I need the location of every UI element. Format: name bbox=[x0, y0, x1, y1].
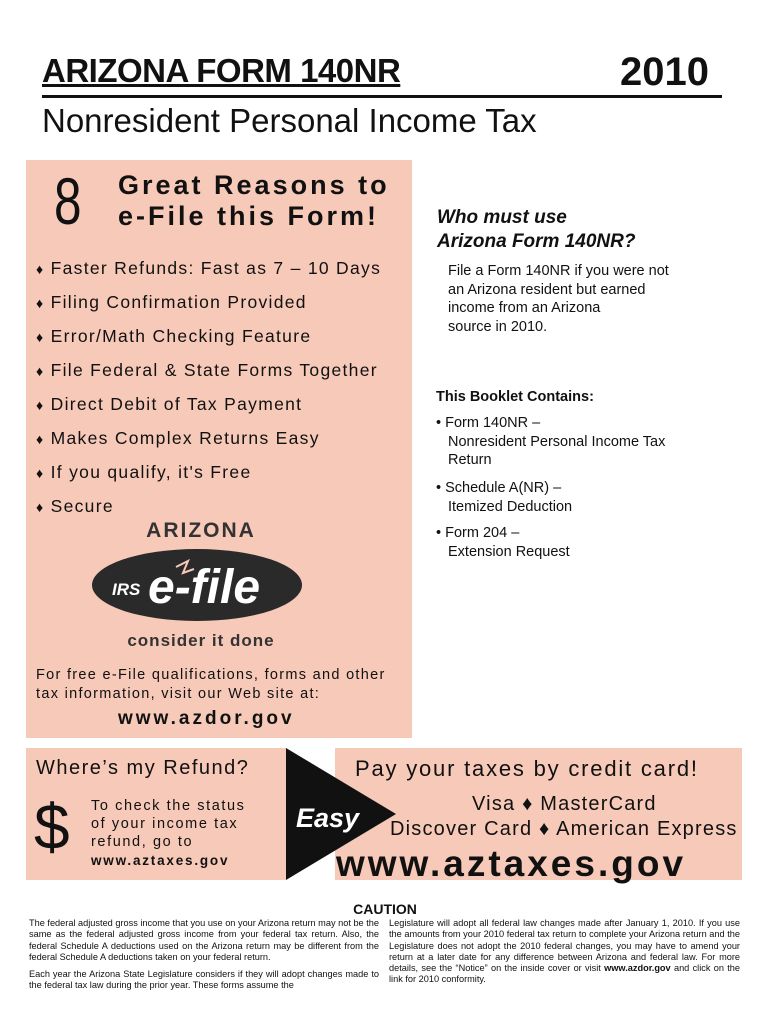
bullet-icon: • bbox=[436, 415, 442, 431]
booklet-item-desc: Itemized Deduction bbox=[448, 498, 573, 515]
who-heading-line1: Who must use bbox=[437, 207, 567, 228]
reasons-heading-line1: Great Reasons to bbox=[118, 170, 390, 200]
reason-label: Faster Refunds: Fast as 7 – 10 Days bbox=[50, 258, 382, 278]
diamond-icon: ♦ bbox=[36, 295, 45, 311]
reasons-heading bbox=[118, 170, 390, 232]
booklet-item-title: Form 204 – bbox=[445, 525, 520, 541]
dollar-icon: $ bbox=[34, 791, 70, 863]
caution-text: Legislature will adopt all federal law changes made after January 1, 2010. If you use the amounts from your 2010 federal tax return to complete your Arizona return and the Legislature does not adopt the 2010 federal changes, you may have to amend your return at a later date for any difference between Arizona and federal law. For more details, see the “Notice” on the inside cover or visit bbox=[389, 918, 740, 974]
reasons-count: 8 bbox=[54, 164, 82, 238]
header-rule bbox=[42, 95, 722, 98]
booklet-item-desc: Extension Request bbox=[448, 543, 570, 560]
caution-text: and click on the link for 2010 conformity. bbox=[389, 963, 740, 985]
easy-label: Easy bbox=[296, 803, 360, 833]
bullet-icon: • bbox=[436, 480, 442, 496]
who-must-file-heading bbox=[437, 206, 635, 254]
caution-website-link[interactable]: www.azdor.gov bbox=[604, 963, 671, 974]
efile-info-line1: For free e-File qualifications, forms and other bbox=[36, 667, 386, 683]
who-must-file-text bbox=[448, 262, 708, 336]
caution-paragraph: Each year the Arizona State Legislature considers if they will adopt changes made to the federal tax law during the prior year. These forms assume the bbox=[29, 969, 379, 991]
booklet-contents-heading: This Booklet Contains: bbox=[436, 389, 594, 405]
form-subtitle: Nonresident Personal Income Tax bbox=[42, 102, 537, 139]
caution-paragraph: The federal adjusted gross income that you use on your Arizona return may not be the same as the federal adjusted gross income from your federal tax return. Also, the federal Schedule A deductions used on the Arizona return may be different from the federal Schedule A deductions taken on your federal return. bbox=[29, 918, 379, 962]
caution-left-column bbox=[29, 918, 379, 998]
logo-irs-text: IRS bbox=[112, 580, 141, 599]
refund-text-line: To check the status bbox=[91, 798, 246, 814]
booklet-item bbox=[436, 479, 572, 516]
booklet-item-desc: Return bbox=[448, 452, 492, 468]
reason-label: If you qualify, it's Free bbox=[50, 462, 252, 482]
diamond-icon: ♦ bbox=[36, 329, 45, 345]
efile-info-text bbox=[36, 666, 386, 704]
caution-right-column bbox=[389, 918, 740, 992]
reason-label: Makes Complex Returns Easy bbox=[50, 428, 320, 448]
logo-efile-text: e-file bbox=[148, 561, 261, 614]
reason-label: File Federal & State Forms Together bbox=[50, 360, 378, 380]
logo-arizona-text: ARIZONA bbox=[146, 519, 256, 542]
caution-paragraph bbox=[389, 918, 740, 986]
efile-info-line2: tax information, visit our Web site at: bbox=[36, 686, 321, 702]
diamond-icon: ♦ bbox=[36, 465, 45, 481]
who-text-line: an Arizona resident but earned bbox=[448, 281, 646, 298]
efile-reasons-panel bbox=[26, 160, 412, 738]
form-title: ARIZONA FORM 140NR bbox=[42, 52, 401, 89]
azdor-website-link[interactable]: www.azdor.gov bbox=[118, 708, 295, 729]
reason-item bbox=[36, 258, 381, 279]
reasons-heading-line2: e-File this Form! bbox=[118, 201, 380, 231]
reason-item bbox=[36, 496, 114, 517]
booklet-item-title: Form 140NR – bbox=[445, 415, 541, 431]
refund-text-line: refund, go to bbox=[91, 834, 194, 850]
who-heading-line2: Arizona Form 140NR? bbox=[437, 231, 636, 252]
bullet-icon: • bbox=[436, 525, 442, 541]
who-text-line: income from an Arizona bbox=[448, 300, 601, 316]
reason-item bbox=[36, 326, 311, 347]
refund-heading: Where’s my Refund? bbox=[36, 757, 250, 779]
booklet-item-title: Schedule A(NR) – bbox=[445, 480, 562, 496]
reason-label: Secure bbox=[50, 496, 114, 516]
reason-item bbox=[36, 394, 302, 415]
logo-tagline: consider it done bbox=[127, 631, 275, 650]
reason-item bbox=[36, 462, 252, 483]
reason-label: Error/Math Checking Feature bbox=[50, 326, 312, 346]
refund-text-line: of your income tax bbox=[91, 816, 239, 832]
arizona-irs-efile-logo bbox=[92, 515, 310, 650]
refund-website-link[interactable]: www.aztaxes.gov bbox=[91, 853, 230, 868]
diamond-icon: ♦ bbox=[36, 397, 45, 413]
booklet-item bbox=[436, 524, 570, 561]
diamond-icon: ♦ bbox=[36, 499, 45, 515]
diamond-icon: ♦ bbox=[36, 431, 45, 447]
reason-item bbox=[36, 292, 307, 313]
card-types-line1: Visa ♦ MasterCard bbox=[472, 793, 657, 815]
booklet-item bbox=[436, 414, 665, 470]
tax-year: 2010 bbox=[620, 50, 709, 94]
refund-text bbox=[91, 797, 246, 851]
diamond-icon: ♦ bbox=[36, 363, 45, 379]
who-text-line: source in 2010. bbox=[448, 318, 548, 335]
card-types-line2: Discover Card ♦ American Express bbox=[390, 818, 738, 840]
reason-item bbox=[36, 428, 320, 449]
diamond-icon: ♦ bbox=[36, 261, 45, 277]
reason-item bbox=[36, 360, 378, 381]
reason-label: Filing Confirmation Provided bbox=[50, 292, 307, 312]
caution-heading: CAUTION bbox=[353, 901, 417, 917]
pay-heading: Pay your taxes by credit card! bbox=[355, 756, 699, 781]
reason-label: Direct Debit of Tax Payment bbox=[50, 394, 303, 414]
booklet-item-desc: Nonresident Personal Income Tax bbox=[448, 433, 666, 450]
who-text-line: File a Form 140NR if you were not bbox=[448, 263, 669, 279]
pay-website-link[interactable]: www.aztaxes.gov bbox=[336, 843, 687, 884]
